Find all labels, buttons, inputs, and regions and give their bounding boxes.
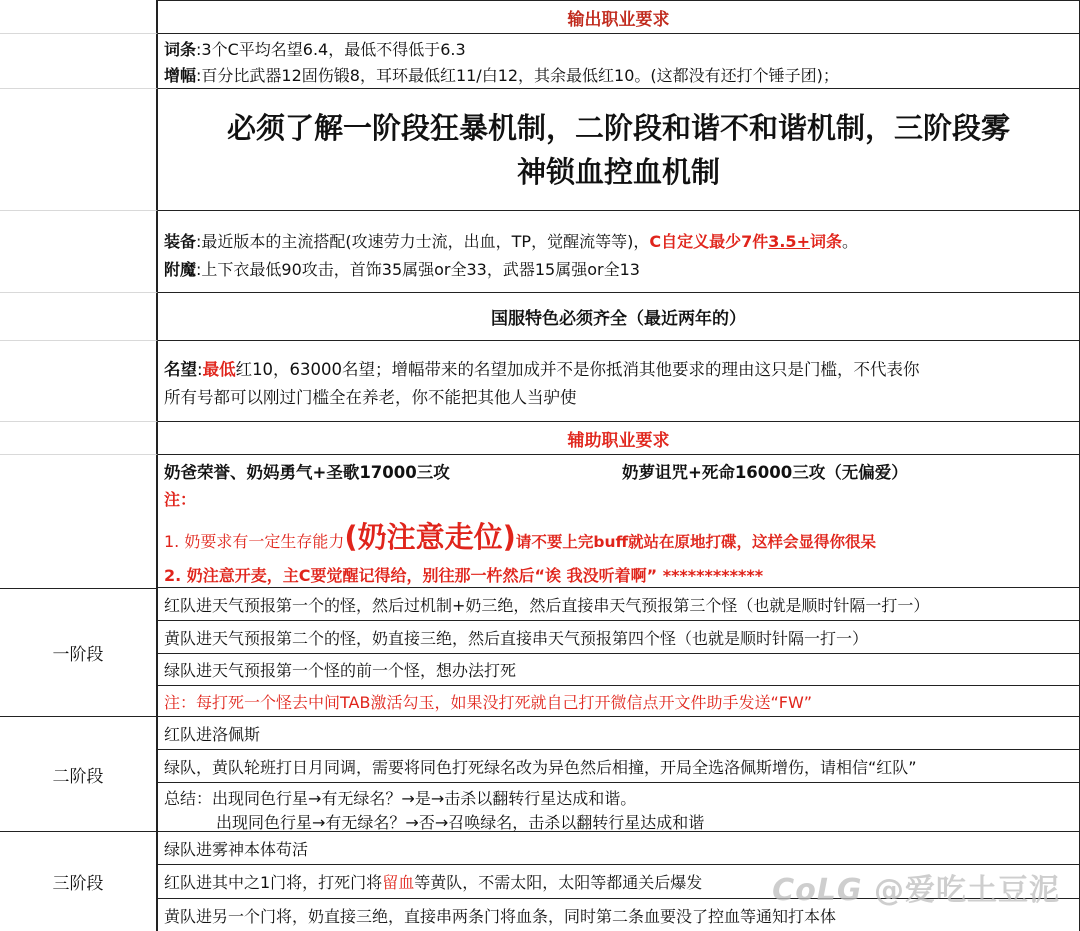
support-note1 xyxy=(164,515,876,556)
stage1-row3 xyxy=(158,654,1080,686)
stage2-label-cell xyxy=(0,717,158,832)
entry-amplify-row xyxy=(0,34,1080,89)
output-header-row xyxy=(0,0,1080,34)
stage3-row2-b: 等黄队，不需太阳，太阳等都通关后爆发 xyxy=(414,873,703,892)
stage3-row2-a: 红队进其中之1门将，打死门将 xyxy=(164,873,383,892)
gear-red-a: C自定义最少7件 xyxy=(649,232,769,251)
support-header-row xyxy=(0,422,1080,455)
gear-enchant-cell xyxy=(158,211,1080,293)
stage1-name: 一阶段 xyxy=(52,645,104,665)
stage2-name: 二阶段 xyxy=(52,766,104,787)
gear-red-c: 词条 xyxy=(809,232,842,251)
mechanics-line2: 神锁血控血机制 xyxy=(516,154,720,189)
stage2-row2-text: 绿队，黄队轮班打日月同调，需要将同色打死绿名改为异色然后相撞，开局全选洛佩斯增伤，请相信“红队” xyxy=(164,757,917,777)
support-note2: 2. 奶注意开麦，主C要觉醒记得给，别往那一杵然后“诶 我没听着啊” ************ xyxy=(164,566,764,585)
fame-label: 名望 xyxy=(164,360,197,379)
watermark-logo: CoLG xyxy=(772,873,863,908)
left-blank-cell xyxy=(0,293,158,341)
cn-features: 国服特色必须齐全（最近两年的） xyxy=(491,309,746,329)
cn-features-row xyxy=(0,293,1080,341)
fame-row xyxy=(0,341,1080,422)
stage1-row1-text: 红队进天气预报第一个的怪，然后过机制+奶三绝，然后直接串天气预报第三个怪（也就是顺时针隔一打一） xyxy=(164,595,930,615)
stage2-row2 xyxy=(158,750,1080,783)
stage1-row3-text: 绿队进天气预报第一个怪的前一个怪，想办法打死 xyxy=(164,661,517,680)
entry-label: 词条 xyxy=(164,40,197,59)
fame-text1: 红10，63000名望；增幅带来的名望加成并不是你抵消其他要求的理由这只是门槛，不代表你 xyxy=(235,360,920,379)
left-blank-cell xyxy=(0,211,158,293)
support-right: 奶萝诅咒+死命16000三攻（无偏爱） xyxy=(622,463,908,482)
support-left: 奶爸荣誉、奶妈勇气+圣歌17000三攻 xyxy=(164,463,450,482)
mechanics-line1: 必须了解一阶段狂暴机制，二阶段和谐不和谐机制，三阶段雾 xyxy=(226,110,1010,145)
stage2-summary1: 总结：出现同色行星→有无绿名？→是→击杀以翻转行星达成和谐。 xyxy=(164,789,637,808)
left-blank-cell xyxy=(0,455,158,588)
support-cell xyxy=(158,455,1080,588)
stage3-row1 xyxy=(158,832,1080,865)
left-blank-cell xyxy=(0,0,158,34)
support-row xyxy=(0,455,1080,588)
stage3-row3-text: 黄队进另一个门将，奶直接三绝，直接串两条门将血条，同时第二条血要没了控血等通知打本体 xyxy=(164,906,837,926)
output-header: 输出职业要求 xyxy=(567,9,670,30)
gear-label: 装备 xyxy=(164,232,197,251)
fame-red: 最低 xyxy=(202,360,236,379)
stage3-row1-text: 绿队进雾神本体苟活 xyxy=(164,839,309,859)
mechanics-row xyxy=(0,89,1080,211)
fame-colon: : xyxy=(197,360,203,379)
stage1-row2-text: 黄队进天气预报第二个的怪，奶直接三绝，然后直接串天气预报第四个怪（也就是顺时针隔一打一） xyxy=(164,628,869,648)
note1-big: (奶注意走位) xyxy=(344,520,516,554)
output-header-cell xyxy=(158,0,1080,34)
entry-text: :3个C平均名望6.4，最低不得低于6.3 xyxy=(196,40,466,59)
support-header: 辅助职业要求 xyxy=(567,430,670,451)
stage3-row2-red: 留血 xyxy=(382,873,415,892)
left-blank-cell xyxy=(0,422,158,455)
stage1-note xyxy=(158,686,1080,717)
left-blank-cell xyxy=(0,89,158,211)
stage3-label-cell xyxy=(0,832,158,931)
gear-line xyxy=(164,229,858,252)
amplify-line xyxy=(164,63,839,86)
entry-line xyxy=(164,37,466,60)
support-note-label: 注： xyxy=(164,490,197,509)
stage3-name: 三阶段 xyxy=(52,874,104,894)
enchant-label: 附魔 xyxy=(164,260,197,279)
fame-line1 xyxy=(164,356,920,380)
mechanics-cell xyxy=(158,89,1080,211)
note1-b: 请不要上完buff就站在原地打碟，这样会显得你很呆 xyxy=(515,533,877,551)
stage1-note-text: 注：每打死一个怪去中间TAB激活勾玉，如果没打死就自己打开微信点开文件助手发送“FW” xyxy=(164,692,813,712)
gear-end: 。 xyxy=(841,232,858,251)
amplify-text: :百分比武器12固伤锻8，耳环最低红11/白12，其余最低红10。(这都没有还打个锤子团)； xyxy=(196,66,839,85)
watermark xyxy=(772,865,1060,909)
note1-a: 1. 奶要求有一定生存能力 xyxy=(164,532,345,551)
stage1-label-cell xyxy=(0,588,158,717)
support-header-cell xyxy=(158,422,1080,455)
stage2-row1-text: 红队进洛佩斯 xyxy=(164,724,261,744)
stage2-summary xyxy=(158,783,1080,832)
stage1-row1 xyxy=(158,588,1080,621)
gear-text: :最近版本的主流搭配(攻速劳力士流，出血，TP，觉醒流等等)， xyxy=(196,232,650,251)
cn-features-cell xyxy=(158,293,1080,341)
fame-line2: 所有号都可以刚过门槛全在养老，你不能把其他人当驴使 xyxy=(164,388,577,407)
enchant-line xyxy=(164,257,640,280)
enchant-text: :上下衣最低90攻击，首饰35属强or全33，武器15属强or全13 xyxy=(196,260,640,279)
left-blank-cell xyxy=(0,34,158,89)
stage2-summary2: 出现同色行星→有无绿名？→否→召唤绿名，击杀以翻转行星达成和谐 xyxy=(216,813,705,832)
stage2-row1 xyxy=(158,717,1080,750)
gear-red-b: 3.5+ xyxy=(768,232,810,251)
left-blank-cell xyxy=(0,341,158,422)
stage1-row2 xyxy=(158,621,1080,654)
amplify-label: 增幅 xyxy=(164,66,197,85)
entry-amplify-cell xyxy=(158,34,1080,89)
gear-enchant-row xyxy=(0,211,1080,293)
watermark-text: @爱吃土豆泥 xyxy=(874,873,1060,908)
fame-cell xyxy=(158,341,1080,422)
